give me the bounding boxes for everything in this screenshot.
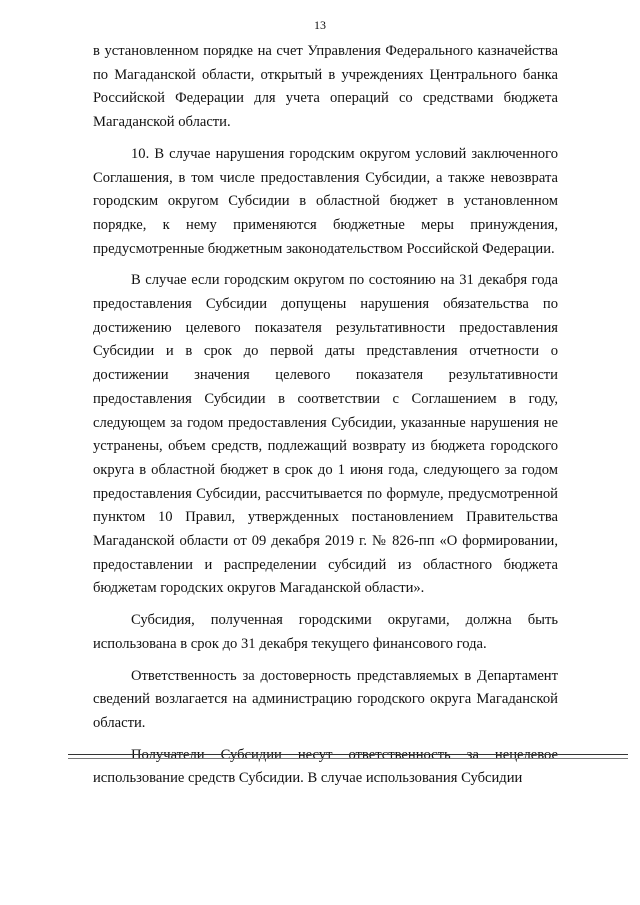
paragraph-continuation: в установленном порядке на счет Управления Федерального казначейства по Магаданской области, открытый в учреждениях Центрального банка Российской Федерации для учета операций со средствами бюджета Магаданской области. <box>93 43 558 131</box>
paragraph-item-10: 10. В случае нарушения городским округом условий заключенного Соглашения, в том числе предоставления Субсидии, а также невозврата городским округом Субсидии в областной бюджет в установленном порядке, к нему применяются бюджетные меры принуждения, предусмотренные бюджетным законодательством Российской Федерации. <box>93 145 558 257</box>
paragraph-responsibility: Ответственность за достоверность представляемых в Департамент сведений возлагается на администрацию городского округа Магаданской области. <box>93 667 558 731</box>
page-bottom-rule-secondary <box>68 758 628 759</box>
page-bottom-rule <box>68 754 628 755</box>
paragraph-usage-deadline: Субсидия, полученная городскими округами, должна быть использована в срок до 31 декабря текущего финансового года. <box>93 612 558 652</box>
document-body <box>93 40 558 791</box>
page-number: 13 <box>314 18 326 32</box>
paragraph-misuse: Получатели Субсидии несут ответственность за нецелевое использование средств Субсидии. В случае использования Субсидии <box>93 746 558 787</box>
paragraph-refund-formula: В случае если городским округом по состоянию на 31 декабря года предоставления Субсидии допущены нарушения обязательства по достижению целевого показателя результативности предоставления Субсидии и в срок до первой даты представления отчетности о достижении значения целевого показателя результативности предоставления Субсидии в соответствии с Соглашением в году, следующем за годом предоставления Субсидии, указанные нарушения не устранены, объем средств, подлежащий возврату из бюджета городского округа в областной бюджет в срок до 1 июня года, следующего за годом предоставления Субсидии, рассчитывается по формуле, предусмотренной пунктом 10 Правил, утвержденных постановлением Правительства Магаданской области от 09 декабря 2019 г. № 826-пп «О формировании, предоставлении и распределении субсидий из областного бюджета бюджетам городских округов Магаданской области». <box>93 272 558 597</box>
